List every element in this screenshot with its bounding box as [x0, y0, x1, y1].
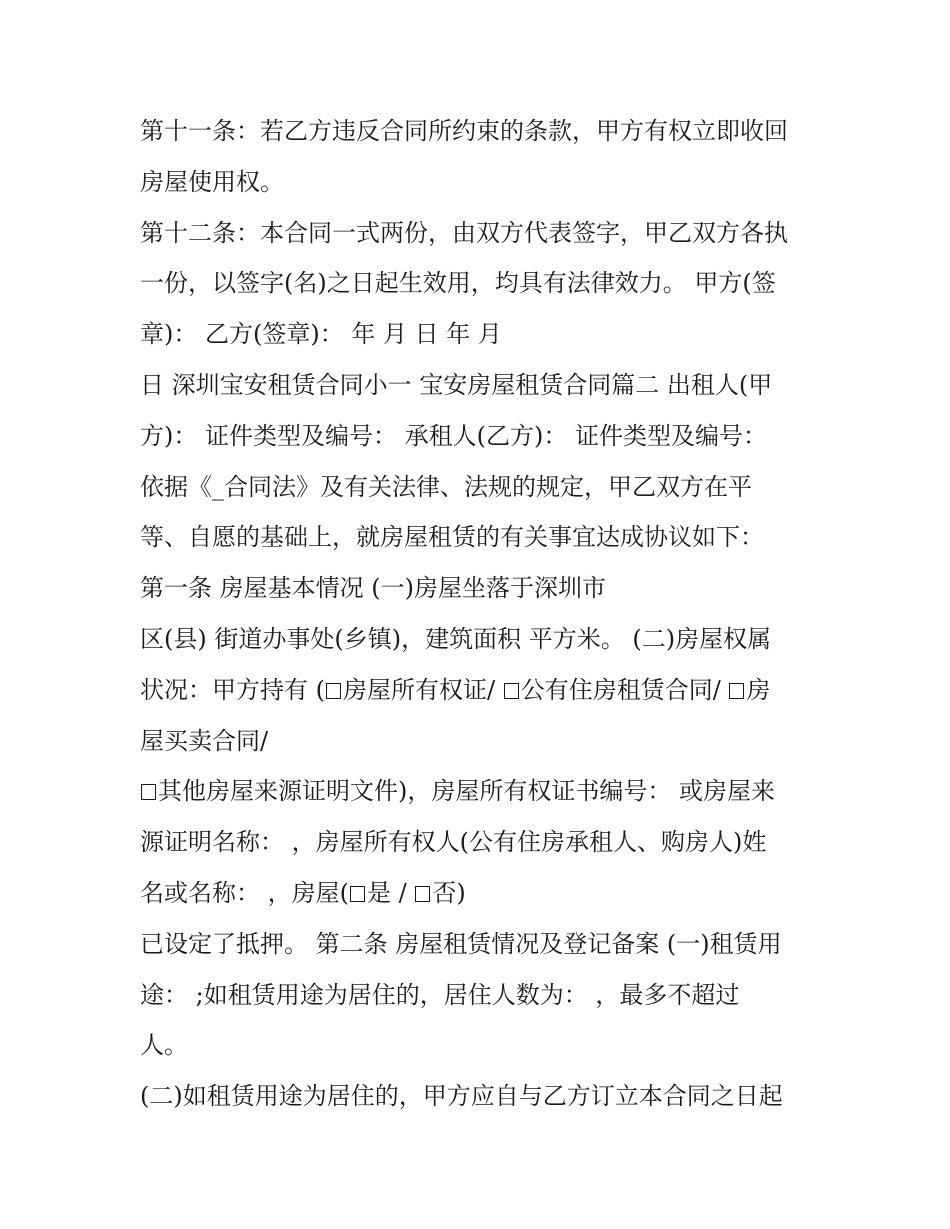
text-segment: 区(县) 街道办事处(乡镇)，建筑面积 平方米。 (二)房屋权属 — [140, 624, 772, 653]
checkbox-icon — [729, 683, 744, 699]
text-segment: 房屋所有权证/ — [343, 675, 503, 704]
checkbox-icon — [141, 784, 156, 800]
text-segment: 第一条 房屋基本情况 (一)房屋坐落于深圳市 — [140, 574, 606, 603]
text-segment: 一份，以签字(名)之日起生效用，均具有法律效力。 甲方(签 — [140, 269, 776, 298]
text-line — [140, 512, 840, 563]
text-segment: 第十二条：本合同一式两份，由双方代表签字，甲乙双方各执 — [140, 218, 788, 247]
text-segment: 屋买卖合同/ — [140, 726, 269, 755]
text-segment: 房屋使用权。 — [140, 167, 284, 196]
checkbox-icon — [504, 683, 519, 699]
text-segment: 日 深圳宝安租赁合同小一 宝安房屋租赁合同篇二 出租人(甲 — [140, 370, 773, 399]
checkbox-icon — [415, 886, 430, 902]
checkbox-icon — [326, 683, 341, 699]
text-line — [140, 614, 840, 665]
text-line — [140, 309, 840, 360]
text-line — [140, 665, 840, 716]
text-line — [140, 563, 840, 614]
text-segment: 是 / — [367, 878, 415, 907]
text-segment: 房 — [746, 675, 771, 704]
text-segment: 源证明名称： ，房屋所有权人(公有住房承租人、购房人)姓 — [140, 828, 767, 857]
text-line — [140, 817, 840, 868]
text-segment: 公有住房租赁合同/ — [520, 675, 729, 704]
text-line — [140, 411, 840, 462]
text-line — [140, 462, 840, 513]
text-segment: 否) — [432, 878, 466, 907]
contract-text — [140, 106, 840, 1122]
text-segment: (二)如租赁用途为居住的，甲方应自与乙方订立本合同之日起 — [140, 1082, 783, 1111]
text-line — [140, 208, 840, 259]
text-segment: 途： ;如租赁用途为居住的，居住人数为： ，最多不超过 — [140, 980, 740, 1009]
text-segment: 等、自愿的基础上，就房屋租赁的有关事宜达成协议如下： — [140, 523, 764, 552]
text-line — [140, 157, 840, 208]
text-line — [140, 360, 840, 411]
text-line — [140, 258, 840, 309]
text-line — [140, 868, 840, 919]
text-segment: 其他房屋来源证明文件)，房屋所有权证书编号： 或房屋来 — [158, 777, 775, 806]
text-line — [140, 919, 840, 970]
text-line — [140, 716, 840, 767]
text-line — [140, 1071, 840, 1122]
text-line — [140, 766, 840, 817]
text-segment: 方)： 证件类型及编号： 承租人(乙方)： 证件类型及编号： — [140, 421, 767, 450]
text-line — [140, 1020, 840, 1071]
checkbox-icon — [350, 886, 365, 902]
text-segment: 已设定了抵押。 第二条 房屋租赁情况及登记备案 (一)租赁用 — [140, 929, 782, 958]
text-line — [140, 106, 840, 157]
text-line — [140, 970, 840, 1021]
text-segment: 章)： 乙方(签章)： 年 月 日 年 月 — [140, 320, 502, 349]
text-segment: 依据《_合同法》及有关法律、法规的规定，甲乙双方在平 — [140, 472, 752, 501]
text-segment: 第十一条：若乙方违反合同所约束的条款，甲方有权立即收回 — [140, 117, 788, 145]
text-segment: 状况：甲方持有 ( — [140, 675, 325, 704]
text-segment: 名或名称： ，房屋( — [140, 878, 349, 907]
text-segment: 人。 — [140, 1031, 188, 1060]
